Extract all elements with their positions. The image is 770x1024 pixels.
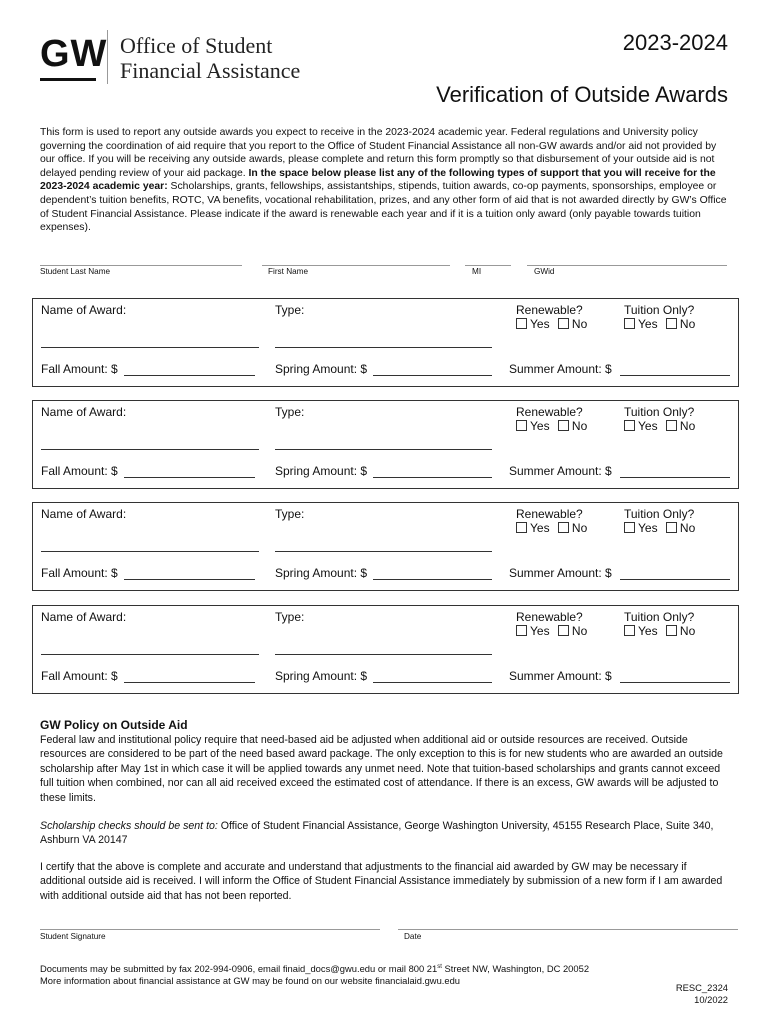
spring-amount-field[interactable] <box>373 477 492 478</box>
renewable-yes-checkbox[interactable] <box>516 318 527 329</box>
award-type-field[interactable] <box>275 654 492 655</box>
award-type-label: Type: <box>275 507 305 521</box>
spring-amount-label: Spring Amount: $ <box>275 464 368 478</box>
award-name-field[interactable] <box>41 347 259 348</box>
tuition-only-no-checkbox[interactable] <box>666 420 677 431</box>
renewable-no-label: No <box>571 317 588 331</box>
award-name-label: Name of Award: <box>41 507 127 521</box>
first-name-field[interactable] <box>262 265 450 266</box>
spring-amount-field[interactable] <box>373 375 492 376</box>
tuition-only-yes-checkbox[interactable] <box>624 522 635 533</box>
gwid-label: GWid <box>534 267 555 276</box>
fall-amount-label: Fall Amount: $ <box>41 362 118 376</box>
checks-address <box>40 819 730 848</box>
renewable-label: Renewable? <box>516 405 583 419</box>
award-box <box>32 605 739 694</box>
tuition-only-yes-label: Yes <box>638 521 658 535</box>
logo-divider <box>107 30 108 84</box>
tuition-only-yes-checkbox[interactable] <box>624 420 635 431</box>
gw-logo: GW <box>40 33 108 75</box>
form-title: Verification of Outside Awards <box>436 82 728 107</box>
submission-info <box>40 961 730 975</box>
summer-amount-label: Summer Amount: $ <box>509 464 612 478</box>
website-info: More information about financial assistance at GW may be found on our website financialaid.gwu.edu <box>40 975 461 987</box>
student-signature-label: Student Signature <box>40 932 106 941</box>
renewable-label: Renewable? <box>516 610 583 624</box>
student-last-name-label: Student Last Name <box>40 267 111 276</box>
fall-amount-label: Fall Amount: $ <box>41 566 118 580</box>
renewable-options <box>516 419 587 433</box>
renewable-no-checkbox[interactable] <box>558 522 569 533</box>
renewable-no-label: No <box>571 521 588 535</box>
tuition-only-no-label: No <box>679 419 696 433</box>
first-name-label: First Name <box>268 267 309 276</box>
award-name-label: Name of Award: <box>41 303 127 317</box>
renewable-no-checkbox[interactable] <box>558 625 569 636</box>
renewable-no-checkbox[interactable] <box>558 318 569 329</box>
intro-text-1: This form is used to report any outside awards you expect to receive in the 2023-2024 academic year. Federal regulations and University policy governing the coordination of aid require that you report to the Office of Student Financial Assistance all non-GW awards and/or aid not provided by our office. If you will be receiving any outside awards, please complete and return this form promptly so that disbursement of your outside aid is not delayed pending review of your aid package. <box>40 127 717 179</box>
policy-text: Federal law and institutional policy require that need-based aid be adjusted when additional aid or outside resources are received. Outside resources are considered to be part of the need based award package. The only exception to this is for new students who are awarded an outside scholarship after May 1st in which case it will be applied towards any unmet need. Note that tuition-based scholarships and grants cannot exceed full tuition when combined, nor can all aid received exceed the estimated cost of attendance. If there is an excess, GW awards will be adjusted to these limits. <box>40 734 723 804</box>
award-type-label: Type: <box>275 610 305 624</box>
tuition-only-options <box>624 419 695 433</box>
tuition-only-yes-label: Yes <box>638 419 658 433</box>
fall-amount-field[interactable] <box>124 477 255 478</box>
date-field[interactable] <box>398 929 738 930</box>
award-type-field[interactable] <box>275 449 492 450</box>
academic-year: 2023-2024 <box>622 30 728 55</box>
fall-amount-field[interactable] <box>124 682 255 683</box>
tuition-only-no-checkbox[interactable] <box>666 522 677 533</box>
award-box <box>32 400 739 489</box>
tuition-only-options <box>624 521 695 535</box>
tuition-only-label: Tuition Only? <box>624 507 695 521</box>
footer-info <box>40 961 730 987</box>
tuition-only-no-label: No <box>679 317 696 331</box>
renewable-no-checkbox[interactable] <box>558 420 569 431</box>
renewable-no-label: No <box>571 419 588 433</box>
office-name-line2: Financial Assistance <box>120 58 301 83</box>
award-name-label: Name of Award: <box>41 610 127 624</box>
summer-amount-field[interactable] <box>620 477 730 478</box>
policy-title: GW Policy on Outside Aid <box>40 718 188 732</box>
intro-paragraph <box>40 126 730 235</box>
renewable-yes-label: Yes <box>530 419 550 433</box>
renewable-yes-checkbox[interactable] <box>516 420 527 431</box>
award-name-field[interactable] <box>41 551 259 552</box>
summer-amount-label: Summer Amount: $ <box>509 566 612 580</box>
renewable-yes-label: Yes <box>530 624 550 638</box>
summer-amount-field[interactable] <box>620 375 730 376</box>
renewable-yes-checkbox[interactable] <box>516 522 527 533</box>
renewable-no-label: No <box>571 624 588 638</box>
tuition-only-no-checkbox[interactable] <box>666 625 677 636</box>
renewable-options <box>516 624 587 638</box>
award-type-label: Type: <box>275 303 305 317</box>
summer-amount-field[interactable] <box>620 579 730 580</box>
renewable-yes-label: Yes <box>530 521 550 535</box>
tuition-only-options <box>624 624 695 638</box>
renewable-options <box>516 521 587 535</box>
submission-text-a: Documents may be submitted by fax 202-994-0906, email finaid_docs@gwu.edu or mail 800 21 <box>40 963 438 975</box>
form-code-date: 10/2022 <box>694 994 728 1005</box>
renewable-options <box>516 317 587 331</box>
student-signature-field[interactable] <box>40 929 380 930</box>
tuition-only-no-label: No <box>679 521 696 535</box>
spring-amount-label: Spring Amount: $ <box>275 566 368 580</box>
mi-field[interactable] <box>465 265 511 266</box>
renewable-yes-checkbox[interactable] <box>516 625 527 636</box>
award-name-field[interactable] <box>41 449 259 450</box>
award-type-label: Type: <box>275 405 305 419</box>
form-code-id: RESC_2324 <box>675 982 728 993</box>
spring-amount-field[interactable] <box>373 579 492 580</box>
tuition-only-no-checkbox[interactable] <box>666 318 677 329</box>
award-type-field[interactable] <box>275 347 492 348</box>
renewable-label: Renewable? <box>516 507 583 521</box>
office-name-line1: Office of Student <box>120 33 273 58</box>
student-last-name-field[interactable] <box>40 265 242 266</box>
checks-address-text: Office of Student Financial Assistance, George Washington University, 45155 Research Place, Suite 340, Ashburn VA 20147 <box>40 820 714 847</box>
award-box <box>32 298 739 387</box>
certification-text: I certify that the above is complete and accurate and understand that adjustments to the financial aid awarded by GW may be necessary if additional outside aid is received. I will inform the Office of Student Financial Assistance immediately by submission of a new form if I am awarded with additional outside aid that has not been reported. <box>40 861 723 902</box>
renewable-yes-label: Yes <box>530 317 550 331</box>
fall-amount-field[interactable] <box>124 579 255 580</box>
tuition-only-label: Tuition Only? <box>624 303 695 317</box>
summer-amount-label: Summer Amount: $ <box>509 362 612 376</box>
mi-label: MI <box>472 267 482 276</box>
tuition-only-label: Tuition Only? <box>624 405 695 419</box>
intro-text-2: Scholarships, grants, fellowships, assistantships, stipends, tuition awards, co-op payments, sponsorships, employee or dependent’s tuition benefits, ROTC, VA benefits, vocational rehabilitation, prizes, and any other form of aid that is not awarded directly by GW’s Office of Student Financial Assistance. Please indicate if the award is renewable each year and if it is a tuition only award (only payable towards tuition expenses). <box>40 181 727 234</box>
fall-amount-field[interactable] <box>124 375 255 376</box>
fall-amount-label: Fall Amount: $ <box>41 669 118 683</box>
award-type-field[interactable] <box>275 551 492 552</box>
submission-text-b: Street NW, Washington, DC 20052 <box>441 963 590 975</box>
tuition-only-yes-checkbox[interactable] <box>624 625 635 636</box>
submission-sup: st <box>437 964 442 970</box>
form-code <box>676 982 728 1006</box>
gwid-field[interactable] <box>527 265 727 266</box>
spring-amount-label: Spring Amount: $ <box>275 362 368 376</box>
tuition-only-options <box>624 317 695 331</box>
fall-amount-label: Fall Amount: $ <box>41 464 118 478</box>
tuition-only-no-label: No <box>679 624 696 638</box>
award-name-field[interactable] <box>41 654 259 655</box>
office-name <box>120 33 300 83</box>
summer-amount-field[interactable] <box>620 682 730 683</box>
spring-amount-field[interactable] <box>373 682 492 683</box>
renewable-label: Renewable? <box>516 303 583 317</box>
tuition-only-yes-label: Yes <box>638 624 658 638</box>
intro-bold-text: In the space below please list any of the following types of support that you will receive for the 2023-2024 academic year: <box>40 167 716 193</box>
date-label: Date <box>404 932 422 941</box>
tuition-only-yes-label: Yes <box>638 317 658 331</box>
logo-underline <box>40 78 96 81</box>
spring-amount-label: Spring Amount: $ <box>275 669 368 683</box>
award-box <box>32 502 739 591</box>
award-name-label: Name of Award: <box>41 405 127 419</box>
summer-amount-label: Summer Amount: $ <box>509 669 612 683</box>
tuition-only-label: Tuition Only? <box>624 610 695 624</box>
tuition-only-yes-checkbox[interactable] <box>624 318 635 329</box>
checks-label: Scholarship checks should be sent to: <box>40 820 218 832</box>
